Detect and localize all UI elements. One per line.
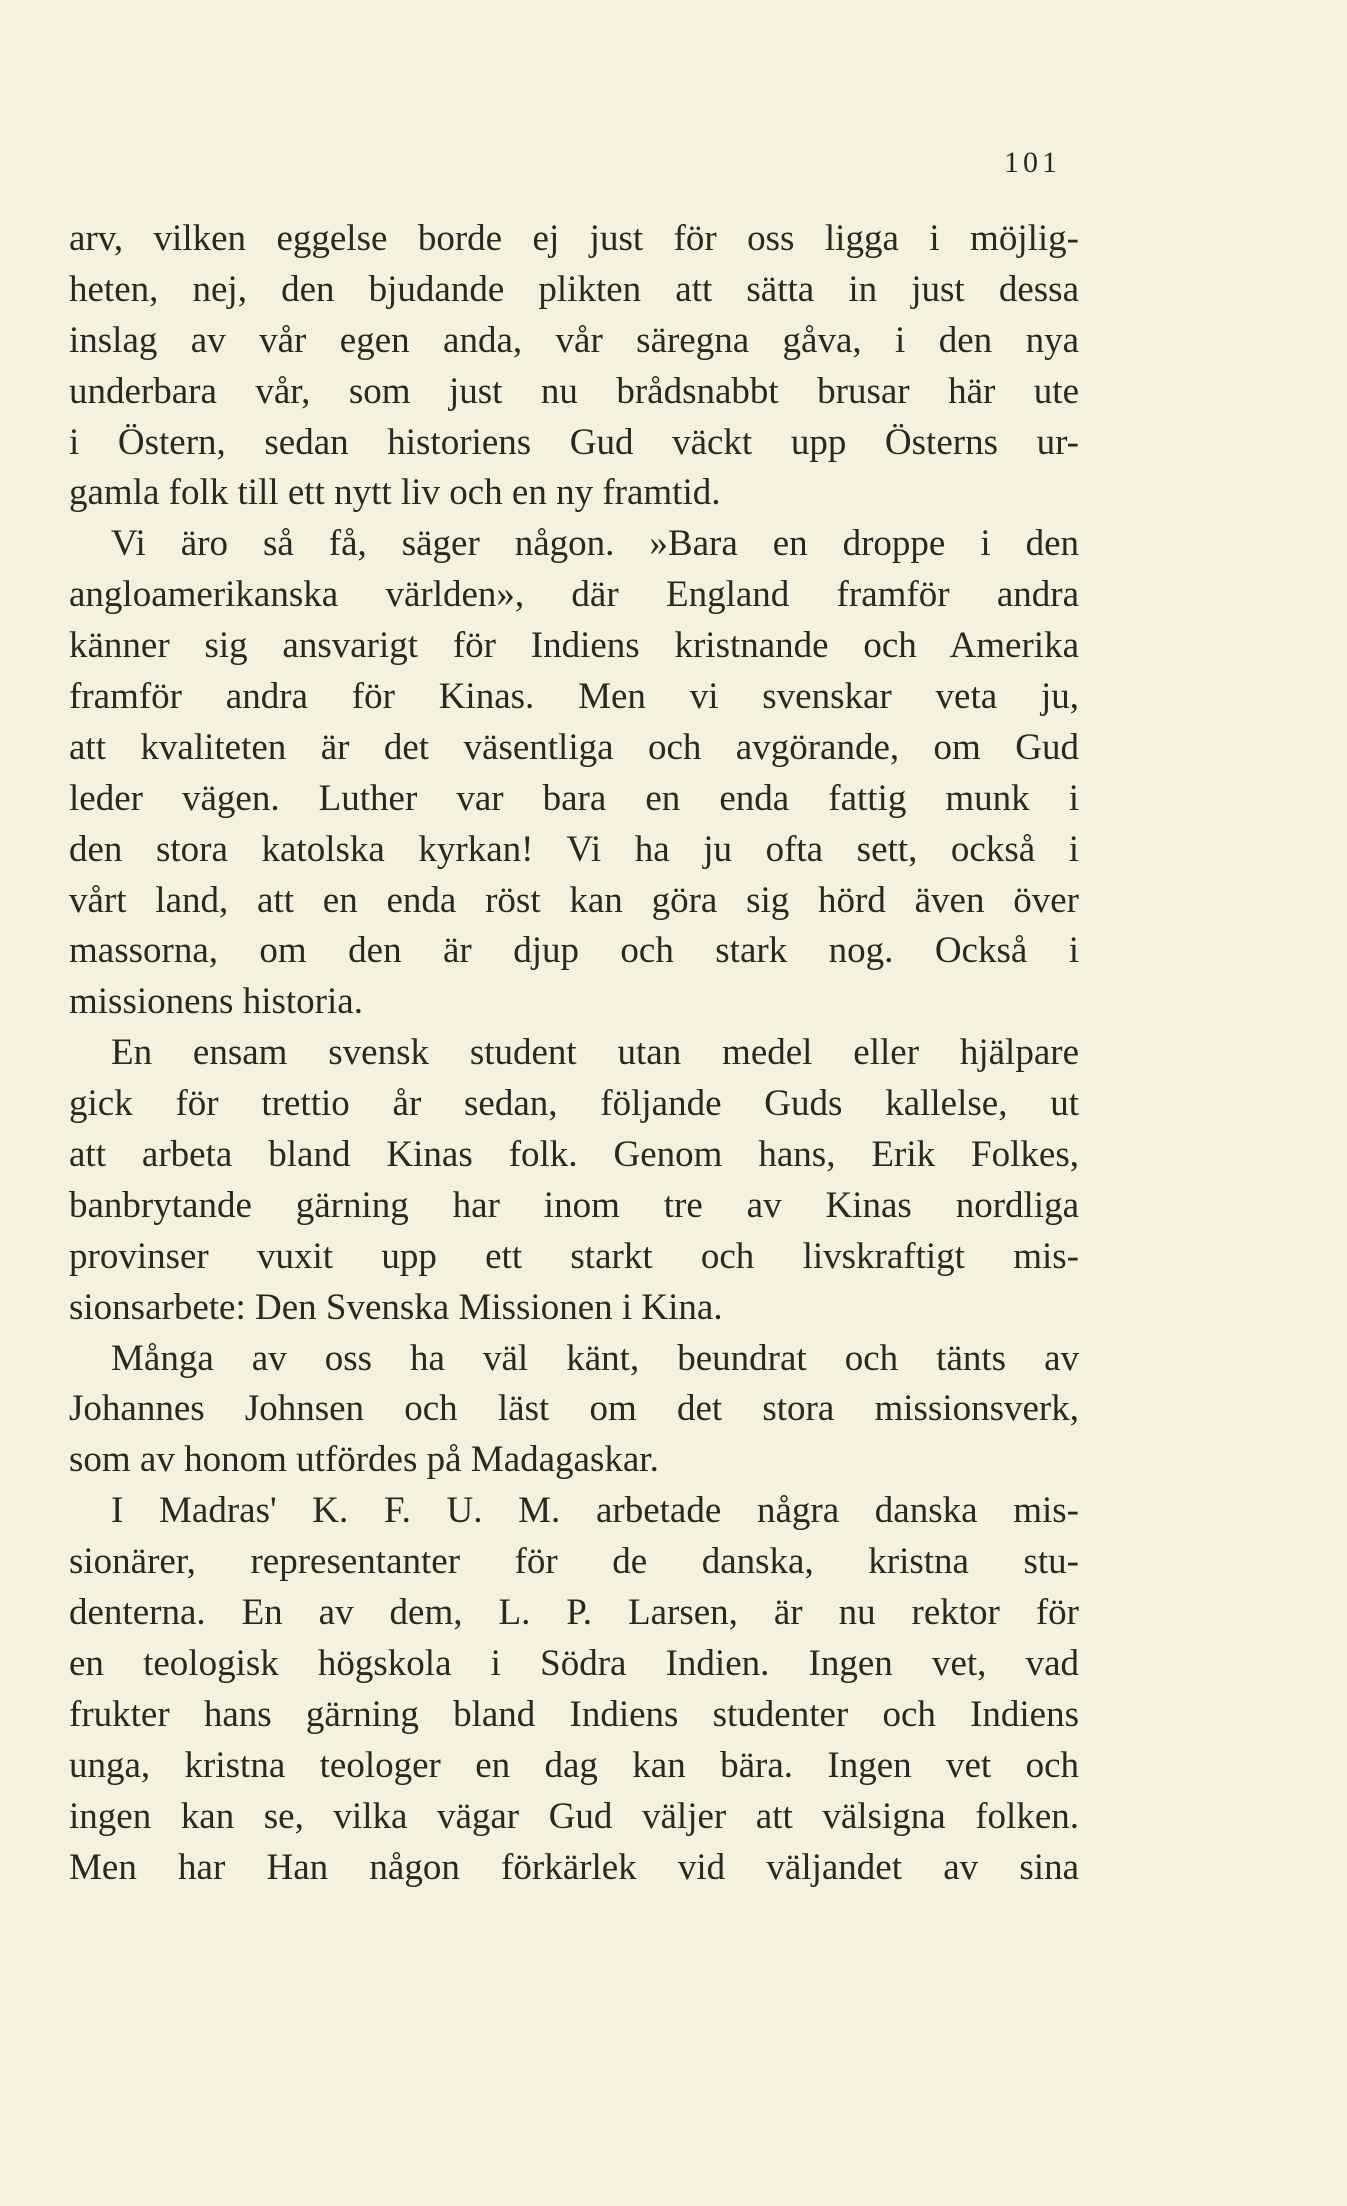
text-line: denterna. En av dem, L. P. Larsen, är nu rektor för (69, 1592, 1079, 1634)
text-line: som av honom utfördes på Madagaskar. (69, 1439, 659, 1481)
text-line: leder vägen. Luther var bara en enda fattig munk i (69, 777, 1079, 819)
text-line: sionärer, representanter för de danska, kristna stu- (69, 1541, 1079, 1583)
text-line: missionens historia. (69, 981, 363, 1023)
text-line: att arbeta bland Kinas folk. Genom hans, Erik Folkes, (69, 1134, 1079, 1176)
text-line: Men har Han någon förkärlek vid väljandet av sina (69, 1846, 1079, 1888)
text-line: känner sig ansvarigt för Indiens kristnande och Amerika (69, 625, 1079, 667)
text-line: provinser vuxit upp ett starkt och livskraftigt mis- (69, 1235, 1079, 1277)
text-line: framför andra för Kinas. Men vi svenskar veta ju, (69, 676, 1079, 718)
text-line: banbrytande gärning har inom tre av Kinas nordliga (69, 1184, 1079, 1226)
text-line: gick för trettio år sedan, följande Guds kallelse, ut (69, 1083, 1079, 1125)
text-line: sionsarbete: Den Svenska Missionen i Kina. (69, 1286, 723, 1328)
text-line: unga, kristna teologer en dag kan bära. Ingen vet och (69, 1744, 1079, 1786)
text-line: underbara vår, som just nu brådsnabbt brusar här ute (69, 370, 1079, 412)
text-line: En ensam svensk student utan medel eller hjälpare (111, 1032, 1079, 1074)
text-line: heten, nej, den bjudande plikten att sätta in just dessa (69, 268, 1079, 310)
page-number: 101 (1004, 146, 1061, 179)
body-text (69, 214, 1079, 1893)
text-line: en teologisk högskola i Södra Indien. Ingen vet, vad (69, 1642, 1079, 1684)
text-line: gamla folk till ett nytt liv och en ny framtid. (69, 472, 721, 514)
text-line: Många av oss ha väl känt, beundrat och tänts av (111, 1337, 1079, 1379)
text-line: Johannes Johnsen och läst om det stora missionsverk, (69, 1388, 1079, 1430)
text-line: vårt land, att en enda röst kan göra sig hörd även över (69, 879, 1079, 921)
text-line: inslag av vår egen anda, vår säregna gåva, i den nya (69, 319, 1079, 361)
text-line: frukter hans gärning bland Indiens studenter och Indiens (69, 1693, 1079, 1735)
text-line: att kvaliteten är det väsentliga och avgörande, om Gud (69, 726, 1079, 768)
text-line: Vi äro så få, säger någon. »Bara en droppe i den (111, 523, 1079, 565)
text-line: I Madras' K. F. U. M. arbetade några danska mis- (111, 1490, 1079, 1532)
text-line: angloamerikanska världen», där England framför andra (69, 574, 1079, 616)
text-line: ingen kan se, vilka vägar Gud väljer att välsigna folken. (69, 1795, 1079, 1837)
text-line: den stora katolska kyrkan! Vi ha ju ofta sett, också i (69, 828, 1079, 870)
text-line: arv, vilken eggelse borde ej just för oss ligga i möjlig- (69, 218, 1079, 259)
text-line: massorna, om den är djup och stark nog. Också i (69, 930, 1079, 972)
text-line: i Östern, sedan historiens Gud väckt upp Österns ur- (69, 421, 1079, 463)
